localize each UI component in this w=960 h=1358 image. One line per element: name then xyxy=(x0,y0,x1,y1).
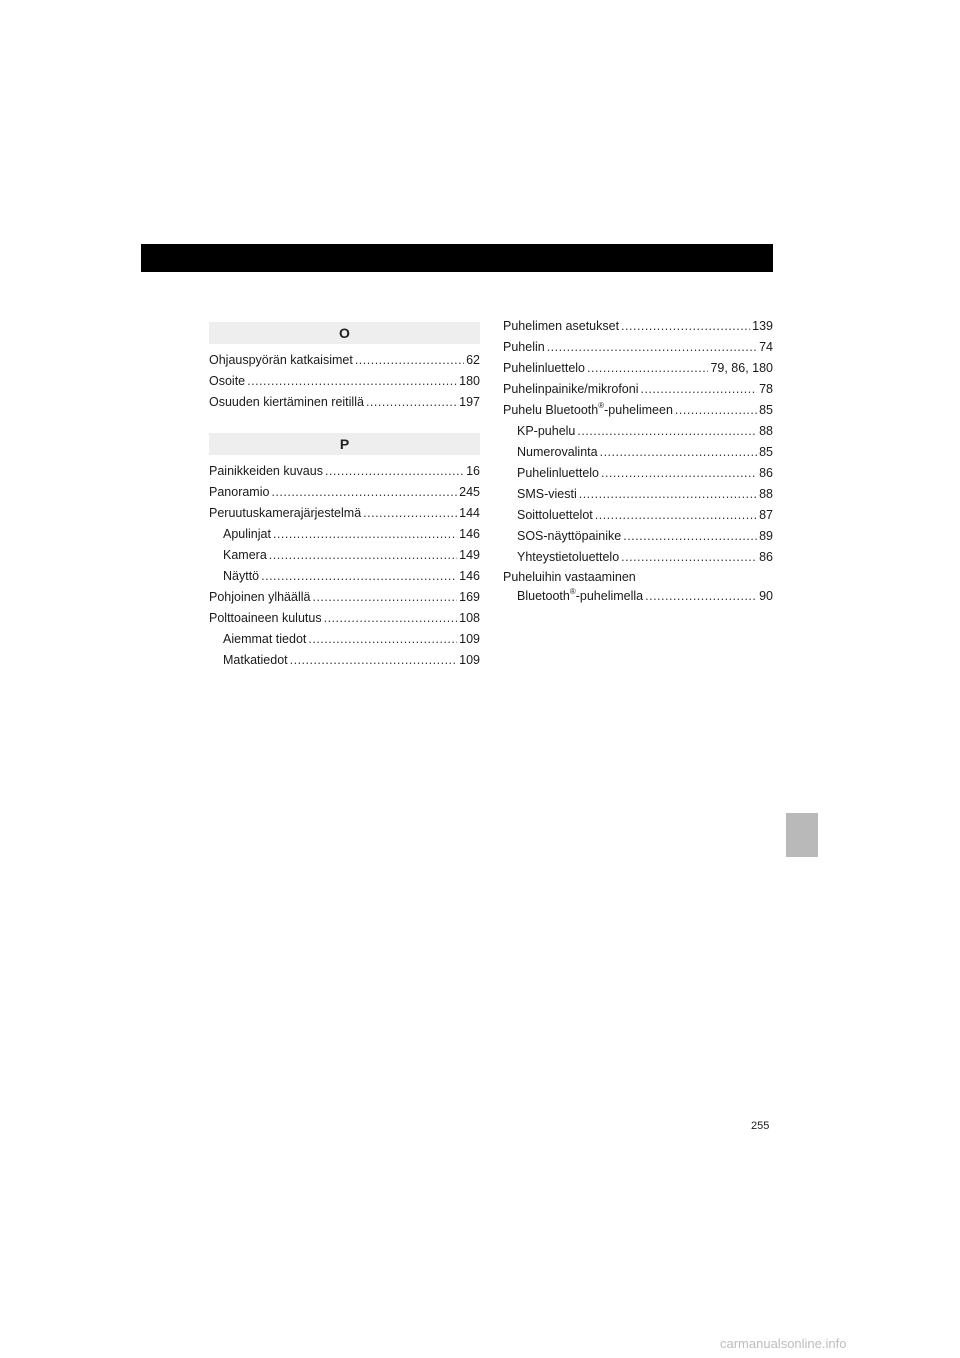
dot-leader xyxy=(675,400,757,421)
entry-page: 16 xyxy=(466,464,480,478)
page-number: 255 xyxy=(751,1120,770,1132)
index-subentry[interactable] xyxy=(503,463,773,484)
dot-leader xyxy=(355,350,464,371)
entry-label: Polttoaineen kulutus xyxy=(209,611,322,625)
dot-leader xyxy=(579,484,757,505)
entry-page: 108 xyxy=(459,611,480,625)
entry-label: Peruutuskamerajärjestelmä xyxy=(209,506,362,520)
entry-page: 180 xyxy=(459,374,480,388)
dot-leader xyxy=(547,337,757,358)
index-subentry[interactable] xyxy=(503,442,773,463)
dot-leader xyxy=(600,442,758,463)
entry-page: 87 xyxy=(759,508,773,522)
entry-label: Aiemmat tiedot xyxy=(223,632,307,646)
index-column-left xyxy=(209,322,480,671)
dot-leader xyxy=(641,379,758,400)
dot-leader xyxy=(308,629,457,650)
dot-leader xyxy=(366,392,457,413)
entry-label: Matkatiedot xyxy=(223,653,288,667)
index-subentry[interactable] xyxy=(503,421,773,442)
index-subentry[interactable] xyxy=(503,484,773,505)
entry-page: 74 xyxy=(759,340,773,354)
entry-page: 169 xyxy=(459,590,480,604)
dot-leader xyxy=(595,505,757,526)
section-gap xyxy=(209,413,480,433)
index-entry[interactable] xyxy=(209,392,480,413)
section-thumb-tab xyxy=(786,813,818,857)
entry-label: Puheluihin vastaaminen xyxy=(503,570,636,584)
index-subentry[interactable] xyxy=(209,524,480,545)
index-entry[interactable] xyxy=(209,350,480,371)
entry-page: 88 xyxy=(759,424,773,438)
entry-label-text: -puhelimella xyxy=(575,589,644,603)
index-entry[interactable] xyxy=(209,503,480,524)
entry-label: Apulinjat xyxy=(223,527,271,541)
index-column-right xyxy=(503,316,773,606)
index-subentry[interactable] xyxy=(503,505,773,526)
entry-page: 109 xyxy=(459,653,480,667)
registered-mark: ® xyxy=(598,401,605,410)
entry-page: 78 xyxy=(759,382,773,396)
dot-leader xyxy=(621,547,757,568)
entry-page: 79, 86, 180 xyxy=(710,361,773,375)
dot-leader xyxy=(261,566,457,587)
entry-page: 146 xyxy=(459,569,480,583)
index-subentry[interactable] xyxy=(209,566,480,587)
entry-label: Puhelinpainike/mikrofoni xyxy=(503,382,639,396)
index-entry-multiline[interactable] xyxy=(503,568,773,606)
entry-page: 85 xyxy=(759,445,773,459)
dot-leader xyxy=(271,482,457,503)
entry-label: Puhelin xyxy=(503,340,545,354)
entry-label: Yhteystietoluettelo xyxy=(517,550,620,564)
entry-label: SMS-viesti xyxy=(517,487,577,501)
entry-label: Puhelinluettelo xyxy=(503,361,586,375)
entry-label: Osoite xyxy=(209,374,246,388)
registered-mark: ® xyxy=(569,587,576,596)
index-entry[interactable] xyxy=(209,461,480,482)
dot-leader xyxy=(312,587,457,608)
entry-page: 86 xyxy=(759,550,773,564)
entry-page: 85 xyxy=(759,403,773,417)
entry-label: Painikkeiden kuvaus xyxy=(209,464,323,478)
entry-label: KP-puhelu xyxy=(517,424,576,438)
entry-label: Näyttö xyxy=(223,569,260,583)
entry-label: Kamera xyxy=(223,548,267,562)
entry-label: SOS-näyttöpainike xyxy=(517,529,622,543)
watermark: carmanualsonline.info xyxy=(720,1336,847,1351)
entry-page: 149 xyxy=(459,548,480,562)
index-entry[interactable] xyxy=(503,379,773,400)
entry-page: 139 xyxy=(752,319,773,333)
entry-label: Ohjauspyörän katkaisimet xyxy=(209,353,353,367)
entry-page: 86 xyxy=(759,466,773,480)
entry-label: Panoramio xyxy=(209,485,270,499)
section-header-p: P xyxy=(209,433,480,455)
entry-label-text: -puhelimeen xyxy=(604,403,673,417)
entry-label: Pohjoinen ylhäällä xyxy=(209,590,311,604)
index-subentry[interactable] xyxy=(503,526,773,547)
entry-label-text: Bluetooth xyxy=(517,589,570,603)
index-entry[interactable] xyxy=(209,371,480,392)
entry-label: Puhelinluettelo xyxy=(517,466,600,480)
dot-leader xyxy=(577,421,757,442)
dot-leader xyxy=(273,524,457,545)
index-subentry[interactable] xyxy=(209,629,480,650)
entry-label xyxy=(503,400,673,421)
index-entry-continuation xyxy=(503,586,773,606)
index-entry[interactable] xyxy=(503,316,773,337)
section-header-o: O xyxy=(209,322,480,344)
dot-leader xyxy=(247,371,457,392)
entry-label: Osuuden kiertäminen reitillä xyxy=(209,395,364,409)
entry-label-text: Puhelu Bluetooth xyxy=(503,403,599,417)
dot-leader xyxy=(645,586,757,606)
index-entry[interactable] xyxy=(209,587,480,608)
dot-leader xyxy=(324,608,458,629)
entry-label: Numerovalinta xyxy=(517,445,598,459)
index-subentry[interactable] xyxy=(503,547,773,568)
index-entry[interactable] xyxy=(209,482,480,503)
index-entry[interactable] xyxy=(503,400,773,421)
index-subentry[interactable] xyxy=(209,545,480,566)
dot-leader xyxy=(621,316,750,337)
entry-page: 62 xyxy=(466,353,480,367)
dot-leader xyxy=(325,461,464,482)
entry-page: 90 xyxy=(759,589,773,603)
dot-leader xyxy=(587,358,708,379)
index-subentry[interactable] xyxy=(209,650,480,671)
index-entry[interactable] xyxy=(503,337,773,358)
header-bar xyxy=(141,244,773,272)
entry-page: 109 xyxy=(459,632,480,646)
entry-label xyxy=(517,586,643,606)
dot-leader xyxy=(290,650,458,671)
entry-page: 146 xyxy=(459,527,480,541)
dot-leader xyxy=(269,545,457,566)
entry-page: 88 xyxy=(759,487,773,501)
entry-page: 144 xyxy=(459,506,480,520)
dot-leader xyxy=(601,463,757,484)
entry-page: 89 xyxy=(759,529,773,543)
dot-leader xyxy=(623,526,757,547)
index-entry[interactable] xyxy=(209,608,480,629)
entry-label: Soittoluettelot xyxy=(517,508,593,522)
index-entry[interactable] xyxy=(503,358,773,379)
entry-label: Puhelimen asetukset xyxy=(503,319,620,333)
entry-page: 245 xyxy=(459,485,480,499)
entry-page: 197 xyxy=(459,395,480,409)
dot-leader xyxy=(363,503,457,524)
